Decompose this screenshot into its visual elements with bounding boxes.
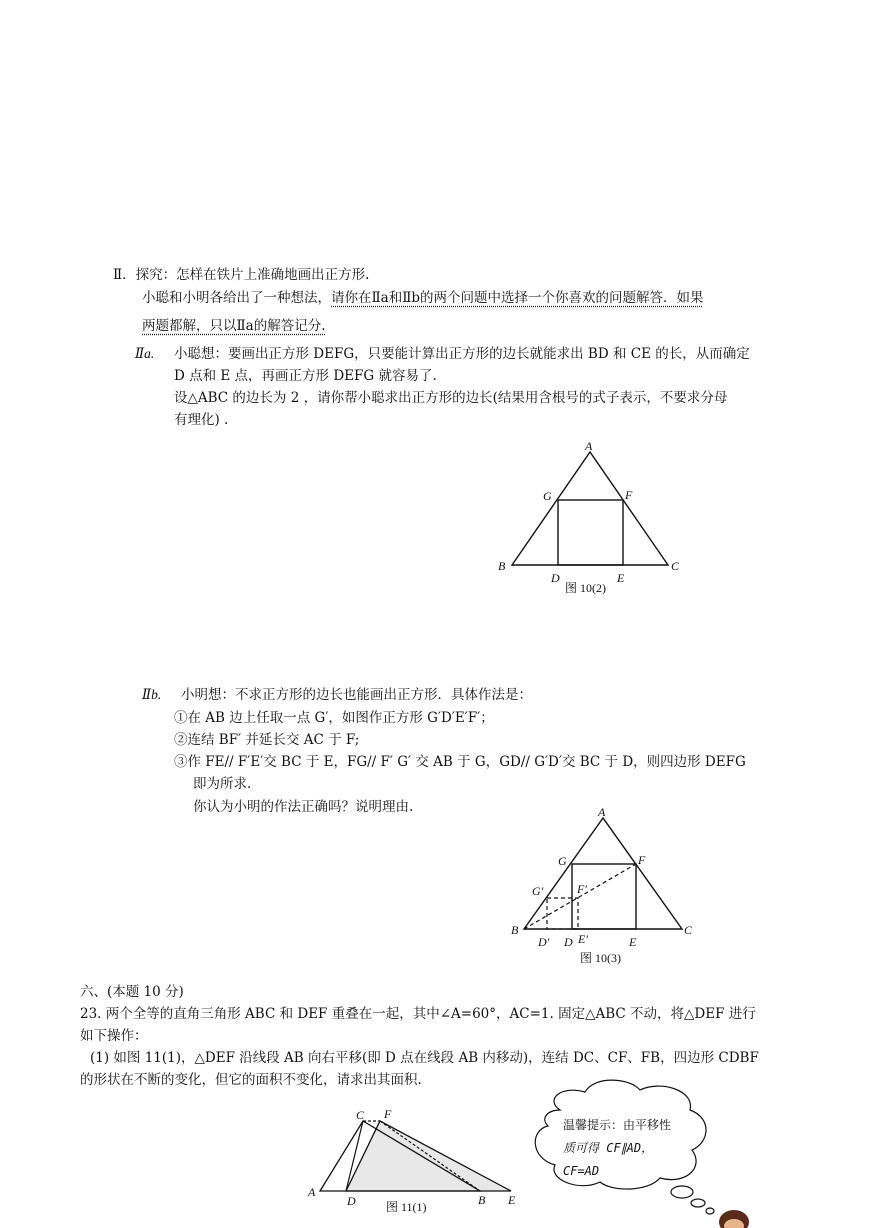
label-F-3: F [384, 1107, 392, 1121]
label-D-2: D [564, 935, 573, 949]
part-a-line-2: D 点和 E 点，再画正方形 DEFG 就容易了. [174, 368, 437, 384]
square-defg [558, 500, 623, 565]
label-E-2: E [629, 935, 637, 949]
part-b-question: 你认为小明的作法正确吗？说明理由. [193, 799, 414, 815]
label-G-2: G [558, 854, 567, 868]
figure-11-1-caption: 图 11(1) [386, 1200, 427, 1214]
part-a-line-3: 设△ABC 的边长为 2 ，请你帮小聪求出正方形的边长(结果用含根号的式子表示，不要求分母 [174, 390, 728, 406]
part-b-label: Ⅱb. [142, 687, 162, 702]
hint-line-3: CF=AD [563, 1164, 600, 1178]
label-Eprime: E′ [578, 932, 588, 946]
label-C: C [671, 559, 680, 573]
label-Gprime: G′ [532, 884, 544, 898]
part-b-step-3: ③作 FE// F′E′交 BC 于 E，FG// F′ G′ 交 AB 于 G，GD// G′D′交 BC 于 D，则四边形 DEFG [174, 754, 746, 770]
figure-11-1 [320, 1121, 511, 1191]
label-B: B [498, 559, 506, 573]
q23-line-2: 如下操作： [80, 1028, 148, 1044]
triangle-abc-2 [524, 818, 682, 929]
label-F-2: F [638, 853, 646, 867]
part-a-line-1: 小聪想：要画出正方形 DEFG，只要能计算出正方形的边长就能求出 BD 和 CE 的长，从而确定 [174, 346, 750, 362]
label-D-3: D [347, 1194, 356, 1208]
label-G: G [543, 489, 552, 503]
label-D: D [551, 571, 560, 585]
label-A-2: A [598, 805, 606, 819]
label-A-3: A [308, 1185, 316, 1199]
label-E-3: E [508, 1193, 516, 1207]
label-E: E [617, 571, 625, 585]
q23-line-1: 23. 两个全等的直角三角形 ABC 和 DEF 重叠在一起，其中∠A=60°，AC=1. 固定△ABC 不动，将△DEF 进行 [80, 1006, 756, 1022]
label-B-3: B [478, 1193, 486, 1207]
section-heading-explore: Ⅱ．探究：怎样在铁片上准确地画出正方形. [113, 267, 370, 283]
label-C-2: C [684, 923, 693, 937]
triangle-abc [512, 452, 668, 565]
section-6-heading: 六、(本题 10 分) [80, 984, 184, 1000]
intro-line-1b: 请你在Ⅱa和Ⅱb的两个问题中选择一个你喜欢的问题解答．如果 [331, 290, 704, 306]
label-A: A [585, 439, 593, 453]
label-C-3: C [356, 1108, 365, 1122]
label-F: F [625, 488, 633, 502]
hint-line-1: 温馨提示：由平移性 [563, 1118, 672, 1132]
label-B-2: B [511, 923, 519, 937]
part-a-label: Ⅱa. [135, 346, 155, 361]
figure-10-3-labels [511, 805, 693, 965]
hint-line-2: 质可得 CF∥AD， [563, 1141, 654, 1155]
figure-10-2-labels [498, 439, 680, 595]
part-b-step-1: ①在 AB 边上任取一点 G′，如图作正方形 G′D′E′F′； [174, 710, 494, 726]
part-a-line-4: 有理化) . [174, 412, 229, 428]
square-defg-2 [572, 864, 636, 929]
triangle-def [346, 1121, 511, 1191]
figure-10-3-caption: 图 10(3) [580, 951, 621, 965]
intro-line-1a: 小聪和小明各给出了一种想法， [142, 290, 331, 306]
figure-10-3 [524, 818, 682, 929]
label-Fprime: F′ [577, 882, 587, 896]
figure-10-2-caption: 图 10(2) [565, 581, 606, 595]
cartoon-character [719, 1210, 749, 1228]
q23-part-1-line-1: (1) 如图 11(1)，△DEF 沿线段 AB 向右平移(即 D 点在线段 AB 内移动)，连结 DC、CF、FB，四边形 CDBF [90, 1050, 759, 1066]
part-b-step-3b: 即为所求. [193, 776, 252, 792]
figure-10-2 [512, 452, 668, 565]
q23-part-1-line-2: 的形状在不断的变化，但它的面积不变化，请求出其面积. [80, 1072, 422, 1088]
intro-line-2: 两题都解，只以Ⅱa的解答记分. [142, 318, 326, 334]
part-b-step-2: ②连结 BF′ 并延长交 AC 于 F; [174, 732, 360, 748]
part-b-line-1: 小明想：不求正方形的边长也能画出正方形．具体作法是： [181, 687, 532, 703]
label-Dprime: D′ [538, 935, 550, 949]
